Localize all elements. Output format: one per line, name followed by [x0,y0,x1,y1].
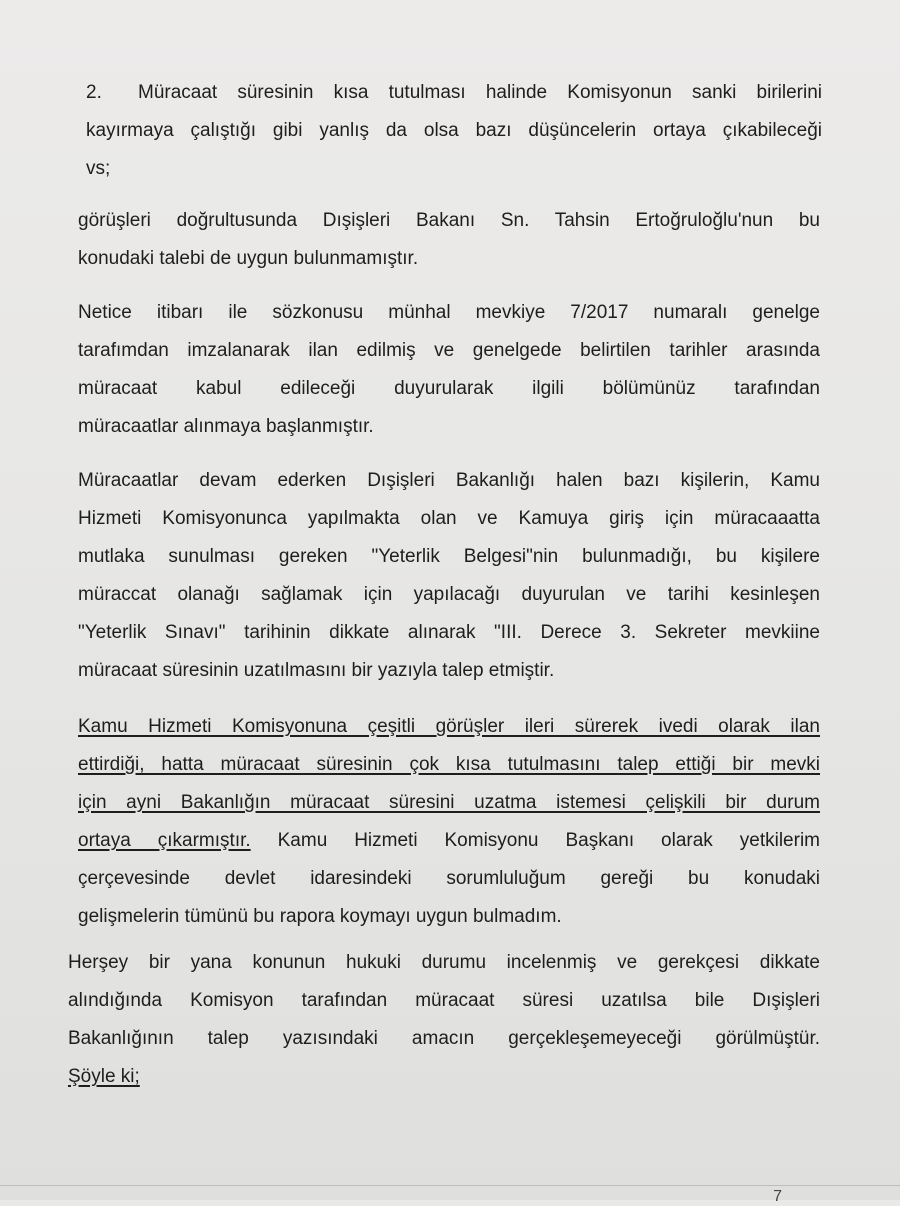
text-line: müracaat kabul edileceği duyurularak ilgili bölümünüz tarafından [78,378,820,399]
underlined-text-line: Kamu Hizmeti Komisyonuna çeşitli görüşler ileri sürerek ivedi olarak ilan [78,716,820,737]
text-line: görüşleri doğrultusunda Dışişleri Bakanı Sn. Tahsin Ertoğruloğlu'nun bu [78,210,820,231]
text-line: çerçevesinde devlet idaresindeki sorumluluğum gereği bu konudaki [78,868,820,889]
text-line: gelişmelerin tümünü bu rapora koymayı uygun bulmadım. [78,906,562,927]
paragraph-circular-announcement [78,294,820,446]
paragraph-contradiction [78,708,820,936]
closing-phrase: Şöyle ki; [68,1066,140,1087]
underlined-phrase: ortaya çıkarmıştır. [78,830,251,851]
text-line: Herşey bir yana konunun hukuki durumu incelenmiş ve gerekçesi dikkate [68,952,820,973]
text-line [68,1058,820,1096]
text-line: alındığında Komisyon tarafından müracaat süresi uzatılsa bile Dışişleri [68,990,820,1011]
paragraph-legal-assessment [68,944,820,1096]
line-text: Müracaat süresinin kısa tutulması halinde Komisyonun sanki birilerini [138,82,822,103]
text-line: tarafımdan imzalanarak ilan edilmiş ve genelgede belirtilen tarihler arasında [78,340,820,361]
text-line: Hizmeti Komisyonunca yapılmakta olan ve Kamuya giriş için müracaaatta [78,508,820,529]
text-line: Netice itibarı ile sözkonusu münhal mevkiye 7/2017 numaralı genelge [78,302,820,323]
underlined-text-line: için ayni Bakanlığın müracaat süresini uzatma istemesi çelişkili bir durum [78,792,820,813]
text-line: kayırmaya çalıştığı gibi yanlış da olsa bazı düşüncelerin ortaya çıkabileceği [86,120,822,141]
text-line: vs; [86,158,111,179]
text-line [78,822,820,860]
paragraph-ministry-extension-request [78,462,820,690]
text-line: mutlaka sunulması gereken "Yeterlik Belgesi"nin bulunmadığı, bu kişilere [78,546,820,567]
text-line: konudaki talebi de uygun bulunmamıştır. [78,248,419,269]
paragraph-item-2 [86,74,822,188]
text-line: müracaatlar alınmaya başlanmıştır. [78,416,374,437]
text-line: müracaat süresinin uzatılmasını bir yazıyla talep etmiştir. [78,660,555,681]
item-number: 2. [86,82,102,103]
paragraph-foreign-minister-request [78,202,820,278]
line-text: Kamu Hizmeti Komisyonu Başkanı olarak yetkilerim [277,830,820,851]
page-bottom-edge [0,1185,900,1186]
text-line: müraccat olanağı sağlamak için yapılacağı duyurulan ve tarihi kesinleşen [78,584,820,605]
page-number: 7 [773,1188,782,1205]
text-line: Müracaatlar devam ederken Dışişleri Bakanlığı halen bazı kişilerin, Kamu [78,470,820,491]
text-line [86,74,822,112]
text-line: Bakanlığının talep yazısındaki amacın gerçekleşemeyeceği görülmüştür. [68,1028,820,1049]
text-line: "Yeterlik Sınavı" tarihinin dikkate alınarak "III. Derece 3. Sekreter mevkiine [78,622,820,643]
underlined-text-line: ettirdiği, hatta müracaat süresinin çok kısa tutulmasını talep ettiği bir mevki [78,754,820,775]
